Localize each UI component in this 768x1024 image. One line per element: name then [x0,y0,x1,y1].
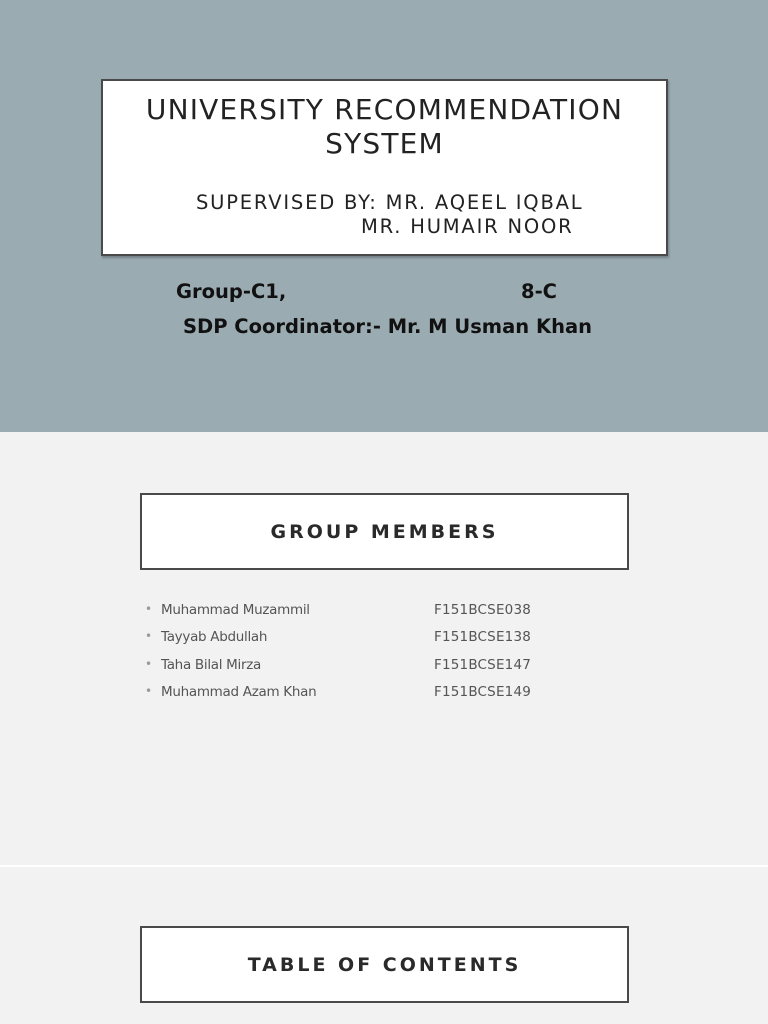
members-list [145,600,575,709]
section-label: 8-C [521,280,557,303]
member-name: Muhammad Muzammil [161,602,310,618]
list-item [145,655,575,682]
group-members-heading-box [140,493,629,570]
coordinator-label: SDP Coordinator:- Mr. M Usman Khan [183,315,592,338]
bullet-icon: • [145,656,153,671]
member-name: Tayyab Abdullah [161,629,268,646]
table-of-contents-heading-box [140,926,629,1003]
member-id: F151BCSE138 [434,629,532,646]
member-name: Muhammad Azam Khan [161,683,317,700]
group-members-heading: GROUP MEMBERS [270,520,499,543]
member-id: F151BCSE038 [434,602,532,618]
member-name: Taha Bilal Mirza [161,656,261,673]
list-item [145,600,575,627]
member-id: F151BCSE147 [434,656,532,673]
table-of-contents-heading: TABLE OF CONTENTS [247,953,522,976]
title-slide [0,0,768,432]
supervised-by: SUPERVISED BY: MR. AQEEL IQBAL [196,191,584,214]
member-id: F151BCSE149 [434,683,532,700]
contents-slide [0,867,768,1024]
second-supervisor: MR. HUMAIR NOOR [361,215,574,238]
list-item [145,682,575,709]
bullet-icon: • [145,602,153,616]
list-item [145,627,575,654]
bullet-icon: • [145,683,153,698]
bullet-icon: • [145,629,153,644]
members-slide [0,432,768,865]
presentation-title: UNIVERSITY RECOMMENDATION SYSTEM [145,93,624,160]
group-label: Group-C1, [176,280,287,303]
title-box [101,79,668,256]
